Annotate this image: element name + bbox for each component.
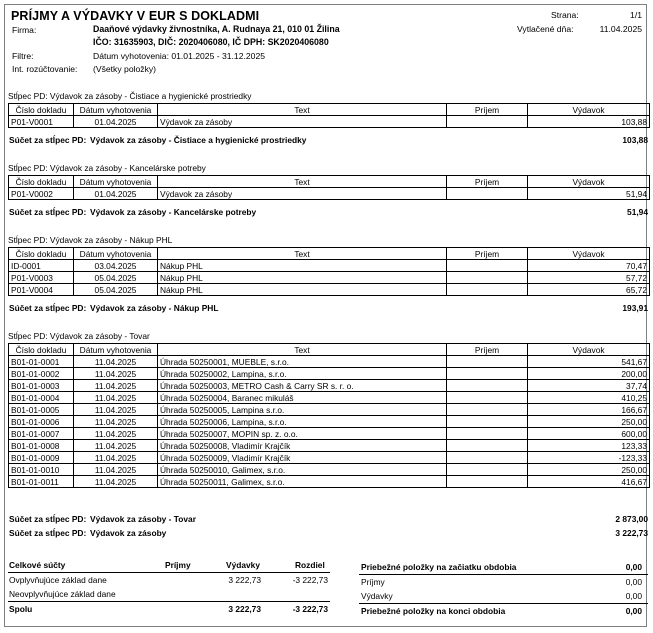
running-income-value: 0,00	[625, 577, 642, 587]
grand-sum-name: Výdavok za zásoby	[90, 528, 167, 538]
running-divider	[359, 603, 648, 604]
cell-doc: ID-0001	[9, 260, 74, 272]
col-expense-header: Výdavok	[528, 104, 650, 116]
grand-sum-value: 3 222,73	[615, 528, 648, 538]
cell-income	[447, 284, 528, 296]
cell-expense: 65,72	[528, 284, 650, 296]
cell-date: 11.04.2025	[74, 428, 158, 440]
cell-date: 11.04.2025	[74, 464, 158, 476]
totals-total-expense: 3 222,73	[228, 604, 261, 614]
section-title: Stĺpec PD: Výdavok za zásoby - Nákup PHL	[8, 235, 173, 245]
table-row	[9, 272, 650, 284]
col-date-header: Dátum vyhotovenia	[74, 344, 158, 356]
cell-expense: 250,00	[528, 416, 650, 428]
cell-doc: B01-01-0008	[9, 440, 74, 452]
cell-doc: B01-01-0009	[9, 452, 74, 464]
cell-income	[447, 272, 528, 284]
cell-text: Úhrada 50250006, Lampina, s.r.o.	[158, 416, 447, 428]
report-page	[4, 4, 647, 627]
cell-text: Nákup PHL	[158, 260, 447, 272]
col-expense-header: Výdavok	[528, 344, 650, 356]
sum-label: Súčet za stĺpec PD:	[9, 207, 87, 217]
cell-text: Úhrada 50250004, Baranec mikuláš	[158, 392, 447, 404]
grand-sum-row	[8, 528, 648, 539]
cell-date: 05.04.2025	[74, 284, 158, 296]
firm-name: Daaňové výdavky živnostníka, A. Rudnaya 21, 010 01 Žilina	[93, 24, 340, 34]
cell-expense: -123,33	[528, 452, 650, 464]
cell-income	[447, 476, 528, 488]
sum-name: Výdavok za zásoby - Kancelárske potreby	[90, 207, 257, 217]
running-start-label: Priebežné položky na začiatku obdobia	[361, 562, 517, 572]
cell-doc: B01-01-0006	[9, 416, 74, 428]
table-row	[9, 464, 650, 476]
grand-sum-label: Súčet za stĺpec PD:	[9, 528, 87, 538]
cell-expense: 410,25	[528, 392, 650, 404]
running-income-label: Príjmy	[361, 577, 385, 587]
cell-date: 03.04.2025	[74, 260, 158, 272]
section-table	[8, 343, 650, 488]
col-doc-header: Číslo dokladu	[9, 104, 74, 116]
table-row	[9, 476, 650, 488]
cell-expense: 166,67	[528, 404, 650, 416]
col-doc-header: Číslo dokladu	[9, 248, 74, 260]
table-row	[9, 188, 650, 200]
col-text-header: Text	[158, 344, 447, 356]
cell-text: Nákup PHL	[158, 284, 447, 296]
cell-doc: P01-V0004	[9, 284, 74, 296]
cell-date: 01.04.2025	[74, 188, 158, 200]
cell-text: Nákup PHL	[158, 272, 447, 284]
running-expense-label: Výdavky	[361, 591, 393, 601]
sum-value: 2 873,00	[615, 514, 648, 524]
col-income-header: Príjem	[447, 248, 528, 260]
totals-diff-header: Rozdiel	[295, 560, 325, 570]
totals-total-diff: -3 222,73	[292, 604, 328, 614]
col-income-header: Príjem	[447, 104, 528, 116]
cell-date: 11.04.2025	[74, 476, 158, 488]
cell-doc: B01-01-0011	[9, 476, 74, 488]
running-end-value: 0,00	[625, 606, 642, 616]
table-row	[9, 440, 650, 452]
page-number: 1/1	[630, 10, 642, 20]
cell-income	[447, 428, 528, 440]
cell-text: Úhrada 50250009, Vladimír Krajčík	[158, 452, 447, 464]
section-sum-row	[8, 135, 648, 146]
cell-doc: B01-01-0002	[9, 368, 74, 380]
cell-text: Úhrada 50250005, Lampina s.r.o.	[158, 404, 447, 416]
sum-value: 103,88	[622, 135, 648, 145]
totals-income-header: Príjmy	[165, 560, 191, 570]
section-title: Stĺpec PD: Výdavok za zásoby - Kancelárske potreby	[8, 163, 206, 173]
totals-total-label: Spolu	[9, 604, 33, 614]
col-income-header: Príjem	[447, 176, 528, 188]
sum-name: Výdavok za zásoby - Tovar	[90, 514, 196, 524]
cell-text: Úhrada 50250003, METRO Cash & Carry SR s. r. o.	[158, 380, 447, 392]
totals-row1-expense: 3 222,73	[228, 575, 261, 585]
col-doc-header: Číslo dokladu	[9, 176, 74, 188]
cell-date: 05.04.2025	[74, 272, 158, 284]
totals-row2-label: Neovplyvňujúce základ dane	[9, 589, 116, 599]
filter-label: Filtre:	[12, 51, 34, 61]
table-row	[9, 356, 650, 368]
running-divider	[359, 574, 648, 575]
cell-expense: 57,72	[528, 272, 650, 284]
section-sum-row	[8, 207, 648, 218]
cell-expense: 123,33	[528, 440, 650, 452]
section-table	[8, 175, 650, 200]
cell-doc: P01-V0002	[9, 188, 74, 200]
col-income-header: Príjem	[447, 344, 528, 356]
totals-divider	[8, 572, 330, 573]
sum-label: Súčet za stĺpec PD:	[9, 514, 87, 524]
totals-divider	[8, 601, 330, 602]
cell-text: Výdavok za zásoby	[158, 188, 447, 200]
table-row	[9, 380, 650, 392]
printed-date: 11.04.2025	[599, 24, 642, 34]
table-row	[9, 416, 650, 428]
cell-text: Úhrada 50250010, Galimex, s.r.o.	[158, 464, 447, 476]
report-title: PRÍJMY A VÝDAVKY V EUR S DOKLADMI	[11, 9, 260, 23]
cell-date: 11.04.2025	[74, 356, 158, 368]
filter-value: Dátum vyhotovenia: 01.01.2025 - 31.12.2025	[93, 51, 265, 61]
cell-expense: 200,00	[528, 368, 650, 380]
cell-expense: 416,67	[528, 476, 650, 488]
cell-income	[447, 380, 528, 392]
section-title: Stĺpec PD: Výdavok za zásoby - Čistiace a hygienické prostriedky	[8, 91, 252, 101]
cell-date: 11.04.2025	[74, 452, 158, 464]
cell-expense: 250,00	[528, 464, 650, 476]
cell-expense: 541,67	[528, 356, 650, 368]
firm-ids: IČO: 31635903, DIČ: 2020406080, IČ DPH: SK2020406080	[93, 37, 329, 47]
col-date-header: Dátum vyhotovenia	[74, 248, 158, 260]
cell-income	[447, 188, 528, 200]
totals-expense-header: Výdavky	[226, 560, 260, 570]
running-end-label: Priebežné položky na konci obdobia	[361, 606, 506, 616]
sum-label: Súčet za stĺpec PD:	[9, 303, 87, 313]
cell-text: Úhrada 50250002, Lampina, s.r.o.	[158, 368, 447, 380]
section-sum-row	[8, 514, 648, 525]
totals-row1-label: Ovplyvňujúce základ dane	[9, 575, 107, 585]
cell-doc: P01-V0001	[9, 116, 74, 128]
table-row	[9, 260, 650, 272]
col-doc-header: Číslo dokladu	[9, 344, 74, 356]
sum-name: Výdavok za zásoby - Nákup PHL	[90, 303, 219, 313]
table-row	[9, 368, 650, 380]
sum-value: 193,91	[622, 303, 648, 313]
sum-label: Súčet za stĺpec PD:	[9, 135, 87, 145]
col-text-header: Text	[158, 104, 447, 116]
cell-text: Úhrada 50250011, Galimex, s.r.o.	[158, 476, 447, 488]
col-text-header: Text	[158, 176, 447, 188]
table-row	[9, 404, 650, 416]
cell-date: 01.04.2025	[74, 116, 158, 128]
page-label: Strana:	[551, 10, 579, 20]
cell-income	[447, 260, 528, 272]
cell-date: 11.04.2025	[74, 368, 158, 380]
cell-doc: B01-01-0004	[9, 392, 74, 404]
cell-text: Výdavok za zásoby	[158, 116, 447, 128]
col-expense-header: Výdavok	[528, 248, 650, 260]
cell-income	[447, 404, 528, 416]
sum-value: 51,94	[627, 207, 648, 217]
sum-name: Výdavok za zásoby - Čistiace a hygienické prostriedky	[90, 135, 307, 145]
cell-text: Úhrada 50250007, MOPIN sp. z. o.o.	[158, 428, 447, 440]
cell-date: 11.04.2025	[74, 404, 158, 416]
running-expense-value: 0,00	[625, 591, 642, 601]
printed-label: Vytlačené dňa:	[517, 24, 574, 34]
cell-doc: B01-01-0001	[9, 356, 74, 368]
cell-expense: 37,74	[528, 380, 650, 392]
cell-doc: P01-V0003	[9, 272, 74, 284]
table-row	[9, 452, 650, 464]
cell-doc: B01-01-0003	[9, 380, 74, 392]
col-date-header: Dátum vyhotovenia	[74, 104, 158, 116]
table-row	[9, 116, 650, 128]
running-start-value: 0,00	[625, 562, 642, 572]
cell-income	[447, 452, 528, 464]
cell-expense: 51,94	[528, 188, 650, 200]
col-expense-header: Výdavok	[528, 176, 650, 188]
cell-text: Úhrada 50250001, MUEBLE, s.r.o.	[158, 356, 447, 368]
cell-income	[447, 392, 528, 404]
table-row	[9, 392, 650, 404]
cell-income	[447, 368, 528, 380]
cell-date: 11.04.2025	[74, 416, 158, 428]
table-row	[9, 284, 650, 296]
cell-date: 11.04.2025	[74, 440, 158, 452]
int-value: (Všetky položky)	[93, 64, 157, 74]
cell-date: 11.04.2025	[74, 380, 158, 392]
col-text-header: Text	[158, 248, 447, 260]
firm-label: Firma:	[12, 25, 37, 35]
section-table	[8, 103, 650, 128]
totals-title: Celkové súčty	[9, 560, 66, 570]
col-date-header: Dátum vyhotovenia	[74, 176, 158, 188]
cell-income	[447, 440, 528, 452]
cell-income	[447, 116, 528, 128]
cell-expense: 70,47	[528, 260, 650, 272]
cell-income	[447, 416, 528, 428]
cell-date: 11.04.2025	[74, 392, 158, 404]
int-label: Int. rozúčtovanie:	[12, 64, 78, 74]
cell-income	[447, 356, 528, 368]
cell-expense: 600,00	[528, 428, 650, 440]
section-sum-row	[8, 303, 648, 314]
totals-row1-diff: -3 222,73	[292, 575, 328, 585]
cell-doc: B01-01-0007	[9, 428, 74, 440]
section-table	[8, 247, 650, 296]
cell-income	[447, 464, 528, 476]
cell-text: Úhrada 50250008, Vladimír Krajčík	[158, 440, 447, 452]
cell-doc: B01-01-0005	[9, 404, 74, 416]
section-title: Stĺpec PD: Výdavok za zásoby - Tovar	[8, 331, 150, 341]
cell-expense: 103,88	[528, 116, 650, 128]
table-row	[9, 428, 650, 440]
cell-doc: B01-01-0010	[9, 464, 74, 476]
